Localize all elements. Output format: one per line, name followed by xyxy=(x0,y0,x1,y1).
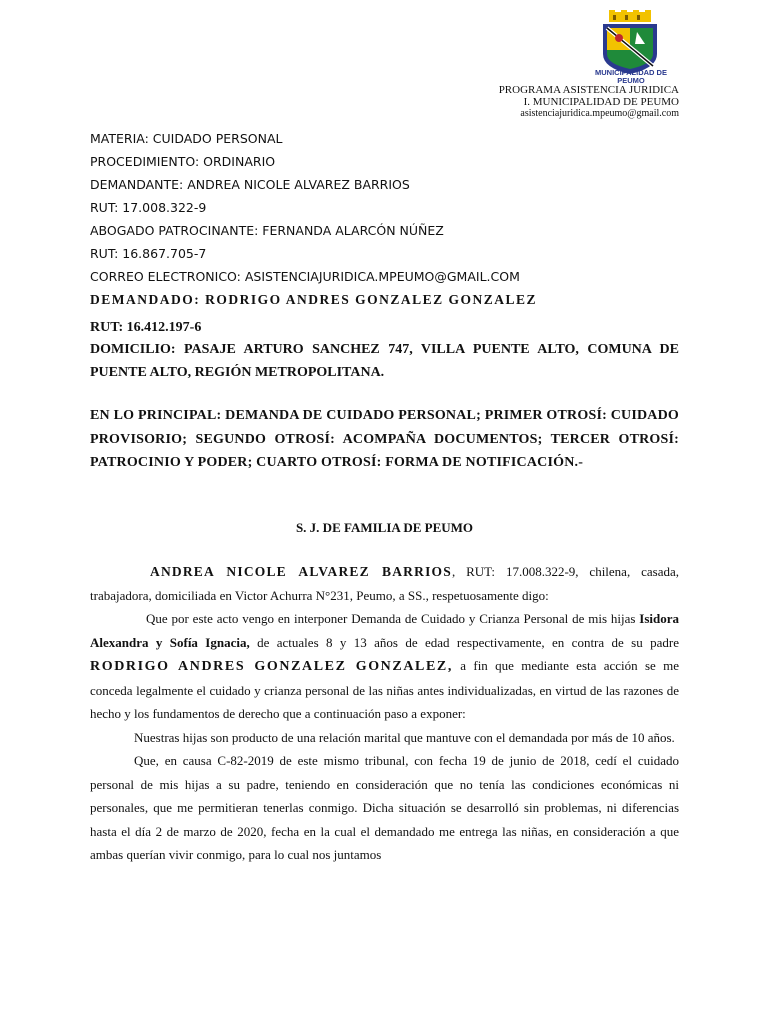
paragraph-2 xyxy=(90,607,679,726)
municipality-name: I. MUNICIPALIDAD DE PEUMO xyxy=(523,96,679,108)
correo-line: CORREO ELECTRONICO: ASISTENCIAJURIDICA.MPEUMO@GMAIL.COM xyxy=(90,269,520,284)
paragraph-1 xyxy=(90,560,679,607)
contact-email: asistenciajuridica.mpeumo@gmail.com xyxy=(520,108,679,119)
daughters-names: Isidora Alexandra y Sofía Ignacia, xyxy=(90,611,679,650)
demandante-line: DEMANDANTE: ANDREA NICOLE ALVAREZ BARRIOS xyxy=(90,177,410,192)
case-metadata xyxy=(90,129,690,313)
document-body xyxy=(90,560,679,867)
crown-icon xyxy=(609,10,651,22)
abogado-line: ABOGADO PATROCINANTE: FERNANDA ALARCÓN NÚÑEZ xyxy=(90,223,444,238)
paragraph-2-text-b: de actuales 8 y 13 años de edad respectivamente, en contra de su padre xyxy=(249,634,679,650)
plaintiff-name: ANDREA NICOLE ALVAREZ BARRIOS xyxy=(150,564,452,579)
demandado-line: DEMANDADO: RODRIGO ANDRES GONZALEZ GONZALEZ xyxy=(90,292,538,307)
program-name: PROGRAMA ASISTENCIA JURIDICA xyxy=(498,84,679,96)
defendant-name: RODRIGO ANDRES GONZALEZ GONZALEZ, xyxy=(90,659,453,674)
court-heading: S. J. DE FAMILIA DE PEUMO xyxy=(295,520,474,535)
paragraph-2-text-c: a fin que mediante esta acción se me conceda legalmente el cuidado y crianza personal de las niñas antes individualizadas, en virtud de las razones de hecho y los fundamentos de derecho que a continuación paso a exponer: xyxy=(90,658,679,721)
abogado-rut-line: RUT: 16.867.705-7 xyxy=(90,246,207,261)
demandado-rut-line: RUT: 16.412.197-6 xyxy=(90,320,202,335)
paragraph-1-text: , RUT: 17.008.322-9, chilena, casada, trabajadora, domiciliada en Victor Achurra N°231, Peumo, a SS., respetuosamente digo: xyxy=(90,564,679,603)
principal-summary: EN LO PRINCIPAL: DEMANDA DE CUIDADO PERSONAL; PRIMER OTROSÍ: CUIDADO PROVISORIO; SEGUNDO OTROSÍ: ACOMPAÑA DOCUMENTOS; TERCER OTROSÍ: PATROCINIO Y PODER; CUARTO OTROSÍ: FORMA DE NOTIFICACIÓN.- xyxy=(90,408,679,470)
logo-caption: MUNICIPALIDAD DE PEUMO xyxy=(595,68,667,85)
demandante-rut-line: RUT: 17.008.322-9 xyxy=(90,200,207,215)
procedimiento-line: PROCEDIMIENTO: ORDINARIO xyxy=(90,154,276,169)
paragraph-3: Nuestras hijas son producto de una relación marital que mantuve con el demandada por más de 10 años. xyxy=(134,729,675,745)
letterhead xyxy=(499,84,679,120)
materia-line: MATERIA: CUIDADO PERSONAL xyxy=(90,131,283,146)
shield-icon xyxy=(603,24,657,74)
domicilio-line: DOMICILIO: PASAJE ARTURO SANCHEZ 747, VILLA PUENTE ALTO, COMUNA DE PUENTE ALTO, REGIÓN METROPOLITANA. xyxy=(90,342,679,380)
paragraph-2-text-a: Que por este acto vengo en interponer Demanda de Cuidado y Crianza Personal de mis hijas xyxy=(146,611,640,626)
paragraph-4: Que, en causa C-82-2019 de este mismo tribunal, con fecha 19 de junio de 2018, cedí el cuidado personal de mis hijas a su padre, teniendo en consideración que no tenía las condiciones económicas ni personales, que me permitieran tenerlas conmigo. Dicha situación se desarrolló sin problemas, ni diferencias hasta el día 2 de marzo de 2020, fecha en la cual el demandado me entrega las niñas, en consideración a que ambas querían vivir conmigo, para lo cual nos juntamos xyxy=(90,753,679,862)
